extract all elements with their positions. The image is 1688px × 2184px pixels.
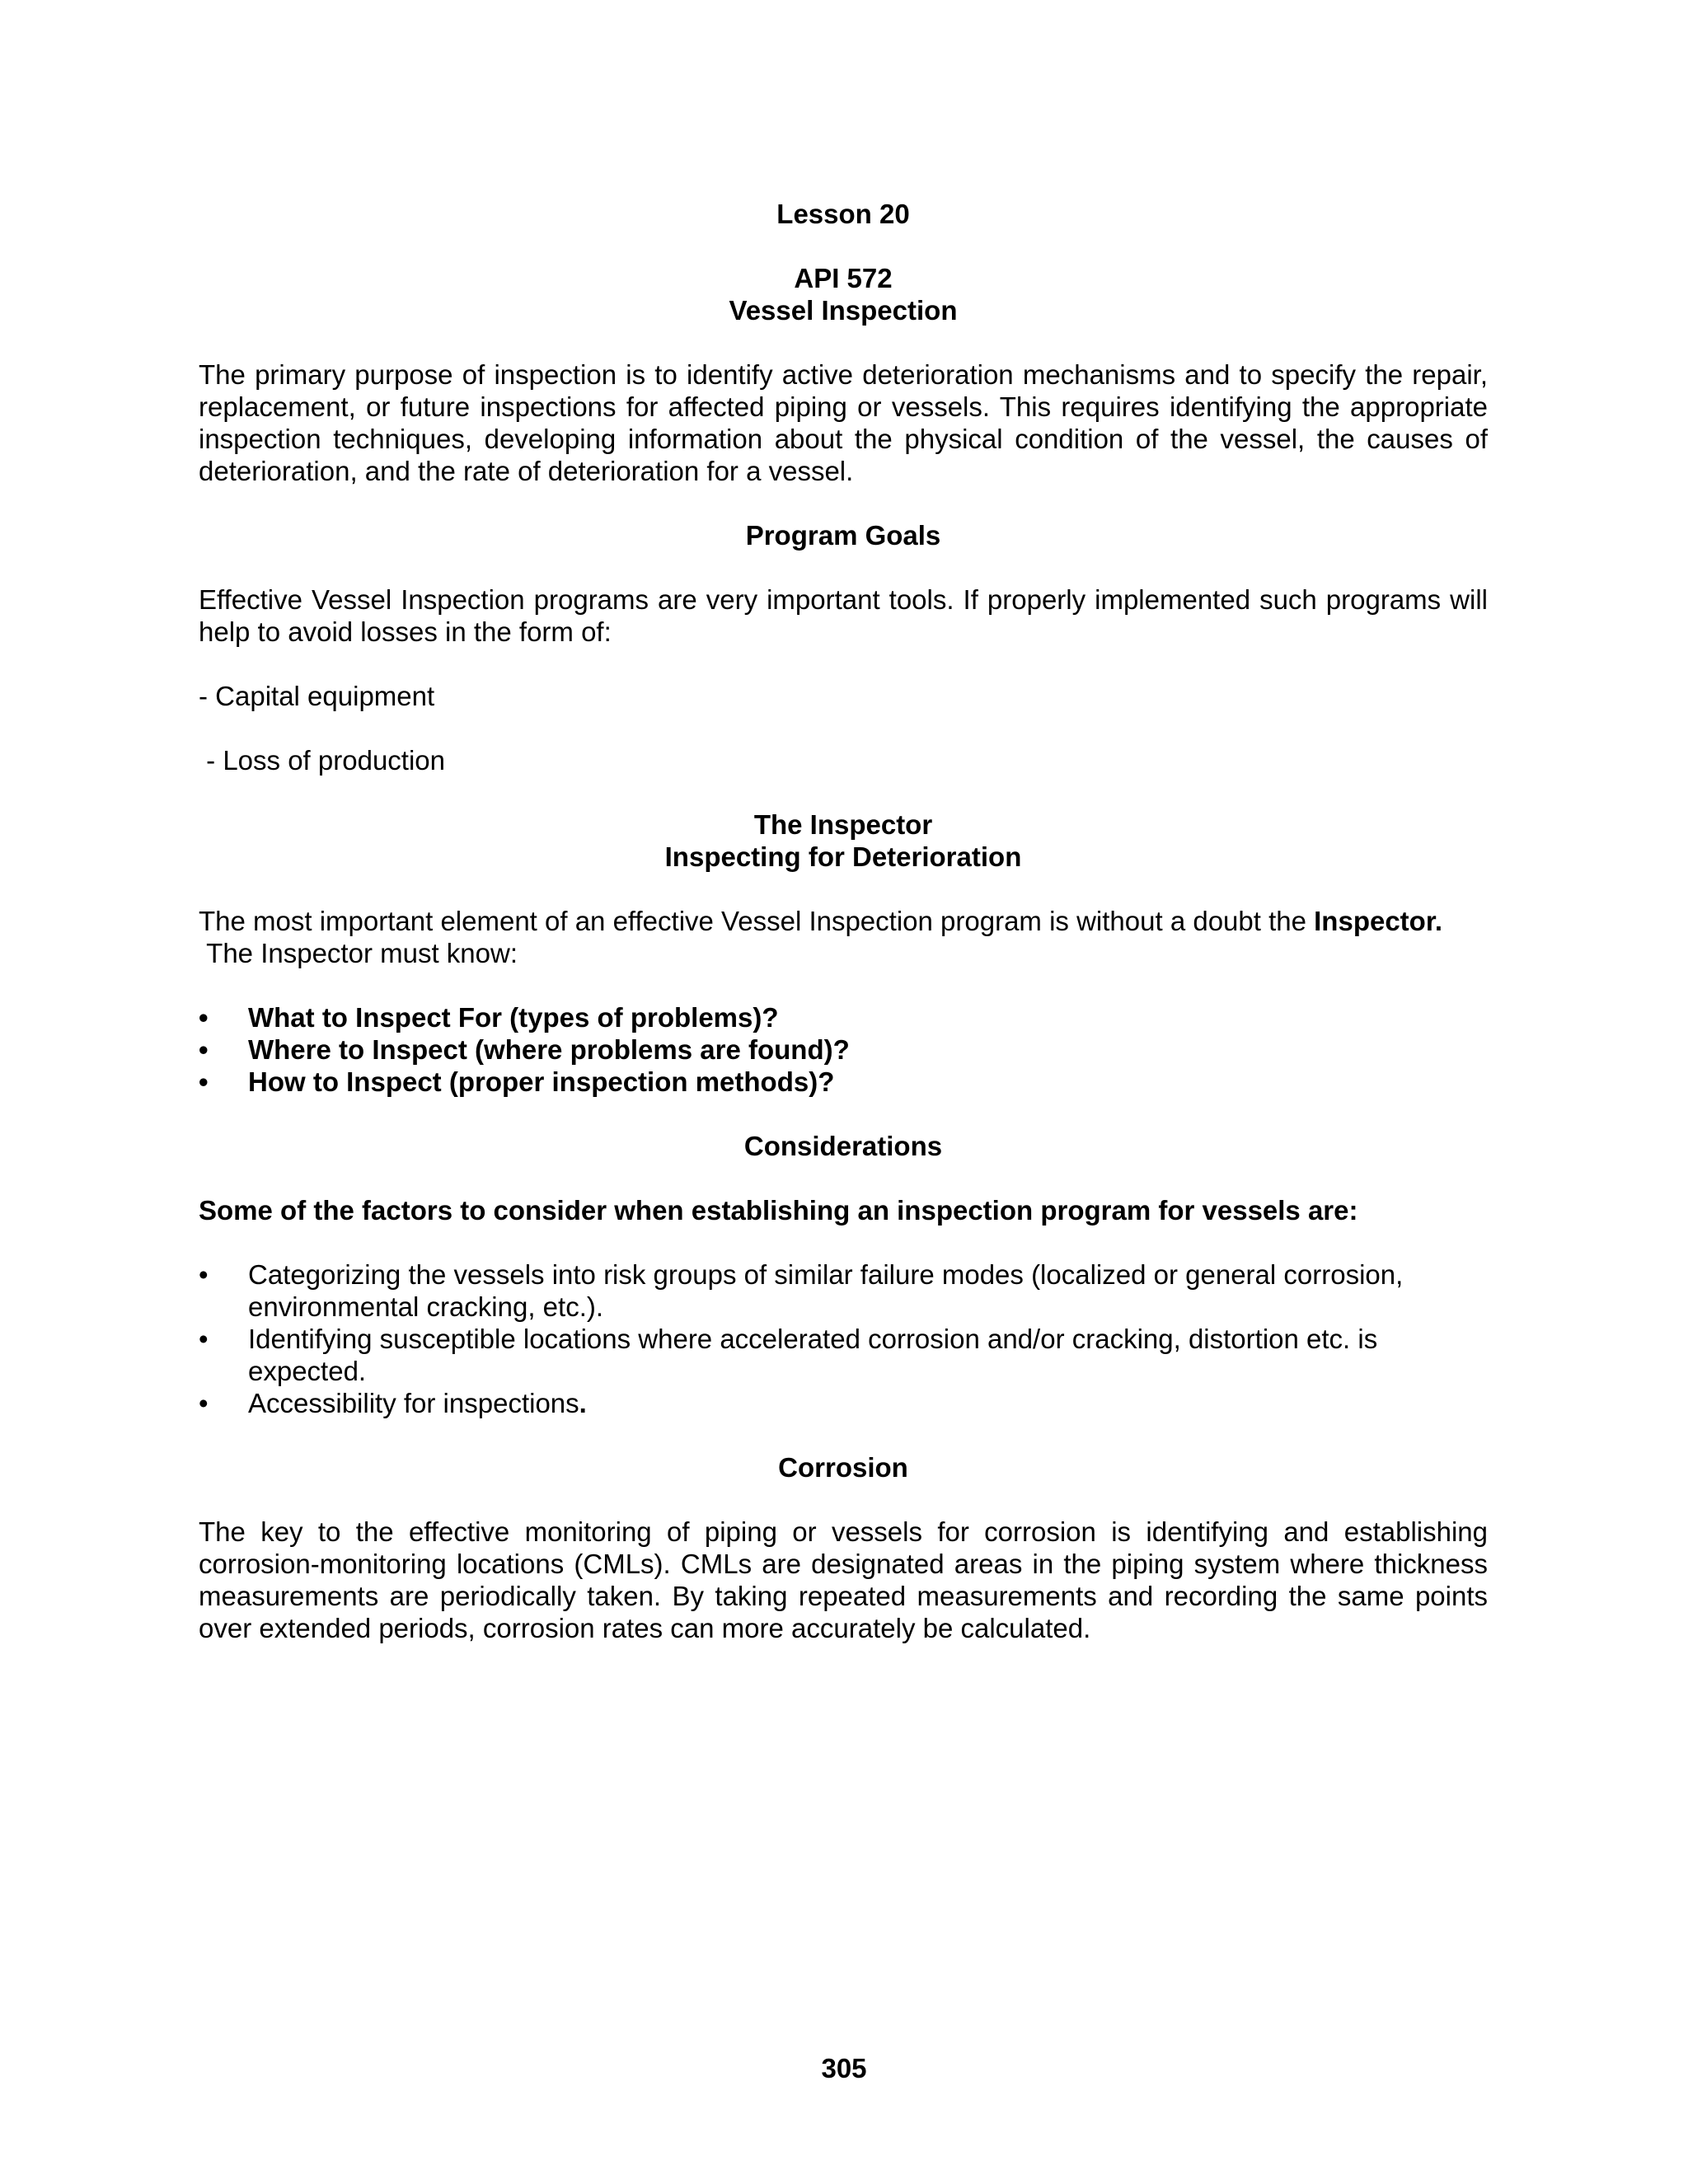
list-item: • Identifying susceptible locations where accelerated corrosion and/or cracking, distortion etc. is expected. — [199, 1324, 1378, 1386]
page-title: Vessel Inspection — [729, 295, 958, 326]
bullet-glyph: • — [199, 1324, 209, 1354]
inspector-bullet-list — [199, 1001, 1488, 1098]
bullet-glyph: • — [199, 1066, 209, 1097]
list-item: • What to Inspect For (types of problems)? — [199, 1002, 779, 1033]
considerations-lead: Some of the factors to consider when establishing an inspection program for vessels are: — [199, 1195, 1358, 1226]
loss-item-production: - Loss of production — [199, 745, 445, 776]
inspector-paragraph — [199, 905, 1488, 969]
page-number: 305 — [821, 2053, 867, 2083]
considerations-bullet-list — [199, 1258, 1488, 1419]
loss-item-capital: - Capital equipment — [199, 681, 435, 711]
list-item: • Accessibility for inspections. — [199, 1388, 587, 1418]
inspector-text-before: The most important element of an effective Vessel Inspection program is without a doubt the — [199, 906, 1315, 936]
list-item: • Categorizing the vessels into risk groups of similar failure modes (localized or general corrosion, environmental cracking, etc.). — [199, 1259, 1404, 1322]
deterioration-heading: Inspecting for Deterioration — [664, 841, 1022, 872]
considerations-heading: Considerations — [743, 1131, 943, 1161]
lesson-heading: Lesson 20 — [776, 199, 910, 229]
api-code-heading: API 572 — [794, 263, 893, 293]
bullet-glyph: • — [199, 1388, 209, 1418]
program-goals-paragraph: Effective Vessel Inspection programs are very important tools. If properly implemented such programs will help to avoid losses in the form of: — [199, 584, 1488, 647]
bullet-glyph: • — [199, 1259, 209, 1290]
intro-paragraph: The primary purpose of inspection is to identify active deterioration mechanisms and to specify the repair, replacement, or future inspections for affected piping or vessels. This requires identifying the appropriate inspection techniques, developing information about the physical condition of the vessel, the causes of deterioration, and the rate of deterioration for a vessel. — [199, 359, 1488, 486]
bullet-glyph: • — [199, 1002, 209, 1033]
bullet-glyph: • — [199, 1034, 209, 1065]
list-item: • How to Inspect (proper inspection methods)? — [199, 1066, 835, 1097]
corrosion-paragraph: The key to the effective monitoring of piping or vessels for corrosion is identifying and establishing corrosion-monitoring locations (CMLs). CMLs are designated areas in the piping system where thickness measurements are periodically taken. By taking repeated measurements and recording the same points over extended periods, corrosion rates can more accurately be calculated. — [199, 1516, 1488, 1643]
document-page — [199, 198, 1488, 1644]
program-goals-heading: Program Goals — [745, 520, 941, 551]
inspector-text-bold: Inspector. — [1314, 906, 1443, 936]
inspector-heading: The Inspector — [753, 809, 933, 840]
list-item: • Where to Inspect (where problems are found)? — [199, 1034, 850, 1065]
corrosion-heading: Corrosion — [778, 1452, 908, 1483]
inspector-text-after: The Inspector must know: — [199, 938, 518, 968]
